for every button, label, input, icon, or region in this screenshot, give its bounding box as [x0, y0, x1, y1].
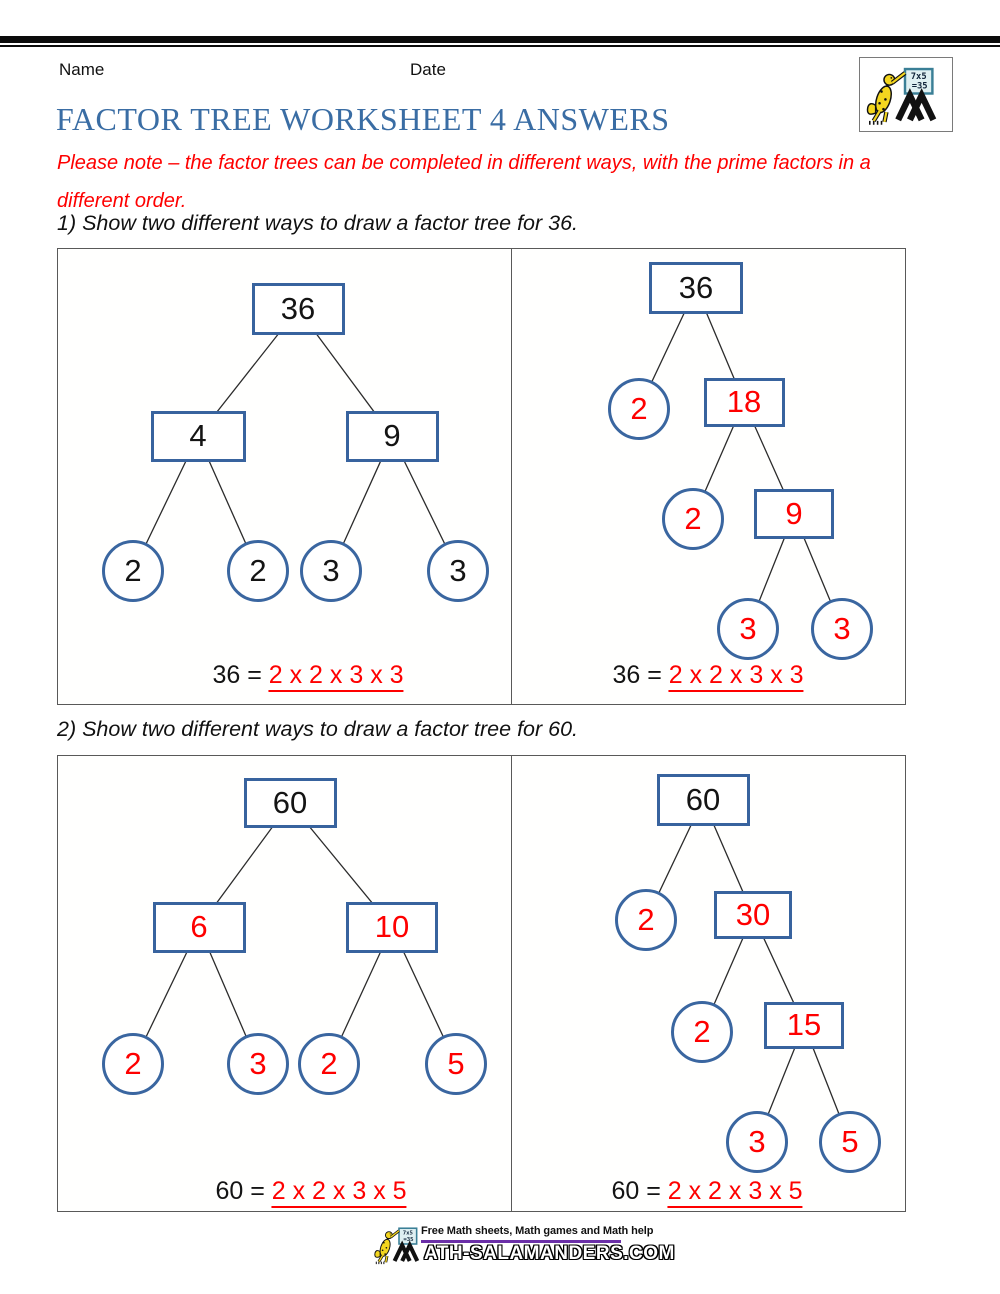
composite-factor-box: 15 [764, 1002, 844, 1049]
logo-artwork [860, 58, 950, 129]
composite-factor-box: 9 [346, 411, 439, 462]
factor-tree-panel-60-a [58, 756, 511, 1211]
composite-factor-box: 18 [704, 378, 785, 427]
prime-factor-circle: 3 [427, 540, 489, 602]
prime-factor-circle: 3 [726, 1111, 788, 1173]
question-2-label: 2) Show two different ways to draw a factor tree for 60. [57, 717, 579, 741]
answer-prime-factors: 2 x 2 x 3 x 5 [272, 1177, 407, 1208]
math-salamanders-logo [859, 57, 953, 132]
prime-factor-circle: 3 [717, 598, 779, 660]
composite-factor-box: 60 [657, 774, 750, 826]
prime-factor-circle: 2 [615, 889, 677, 951]
footer-tagline: Free Math sheets, Math games and Math help [421, 1225, 654, 1237]
page-title: FACTOR TREE WORKSHEET 4 ANSWERS [56, 101, 670, 137]
prime-factor-circle: 2 [227, 540, 289, 602]
prime-factor-circle: 5 [819, 1111, 881, 1173]
factorization-answer [215, 1177, 406, 1206]
date-label: Date [410, 60, 446, 79]
note-text: Please note – the factor trees can be completed in different ways, with the prime factors in a different order. [57, 152, 871, 212]
answer-prefix: 60 = [215, 1177, 272, 1205]
prime-factor-circle: 2 [671, 1001, 733, 1063]
answer-prefix: 36 = [612, 661, 669, 689]
answer-prime-factors: 2 x 2 x 3 x 3 [669, 661, 804, 692]
prime-factor-circle: 2 [662, 488, 724, 550]
answer-prime-factors: 2 x 2 x 3 x 3 [269, 661, 404, 692]
prime-factor-circle: 2 [608, 378, 670, 440]
footer-logo-icon [370, 1221, 428, 1267]
factor-tree-panel-60-b [511, 756, 905, 1211]
composite-factor-box: 60 [244, 778, 337, 828]
prime-factor-circle: 2 [102, 1033, 164, 1095]
composite-factor-box: 36 [252, 283, 345, 335]
composite-factor-box: 9 [754, 489, 834, 539]
factor-tree-panel-36-b [511, 249, 905, 704]
factorization-answer [212, 661, 403, 690]
composite-factor-box: 36 [649, 262, 743, 314]
question-2-treebox [57, 755, 906, 1212]
prime-factor-circle: 2 [298, 1033, 360, 1095]
top-double-rule [0, 36, 1000, 47]
composite-factor-box: 10 [346, 902, 438, 953]
prime-factor-circle: 3 [811, 598, 873, 660]
composite-factor-box: 6 [153, 902, 246, 953]
name-label: Name [59, 60, 105, 79]
factorization-answer [611, 1177, 802, 1206]
footer-brand-text: ATH-SALAMANDERS.COM [424, 1243, 675, 1264]
prime-factor-circle: 2 [102, 540, 164, 602]
composite-factor-box: 4 [151, 411, 246, 462]
prime-factor-circle: 3 [300, 540, 362, 602]
prime-factor-circle: 3 [227, 1033, 289, 1095]
factor-tree-panel-36-a [58, 249, 511, 704]
composite-factor-box: 30 [714, 891, 792, 939]
answer-prefix: 60 = [611, 1177, 668, 1205]
answer-prefix: 36 = [212, 661, 269, 689]
question-1-label: 1) Show two different ways to draw a factor tree for 36. [57, 211, 579, 235]
answer-prime-factors: 2 x 2 x 3 x 5 [668, 1177, 803, 1208]
prime-factor-circle: 5 [425, 1033, 487, 1095]
question-1-treebox [57, 248, 906, 705]
factorization-answer [612, 661, 803, 690]
